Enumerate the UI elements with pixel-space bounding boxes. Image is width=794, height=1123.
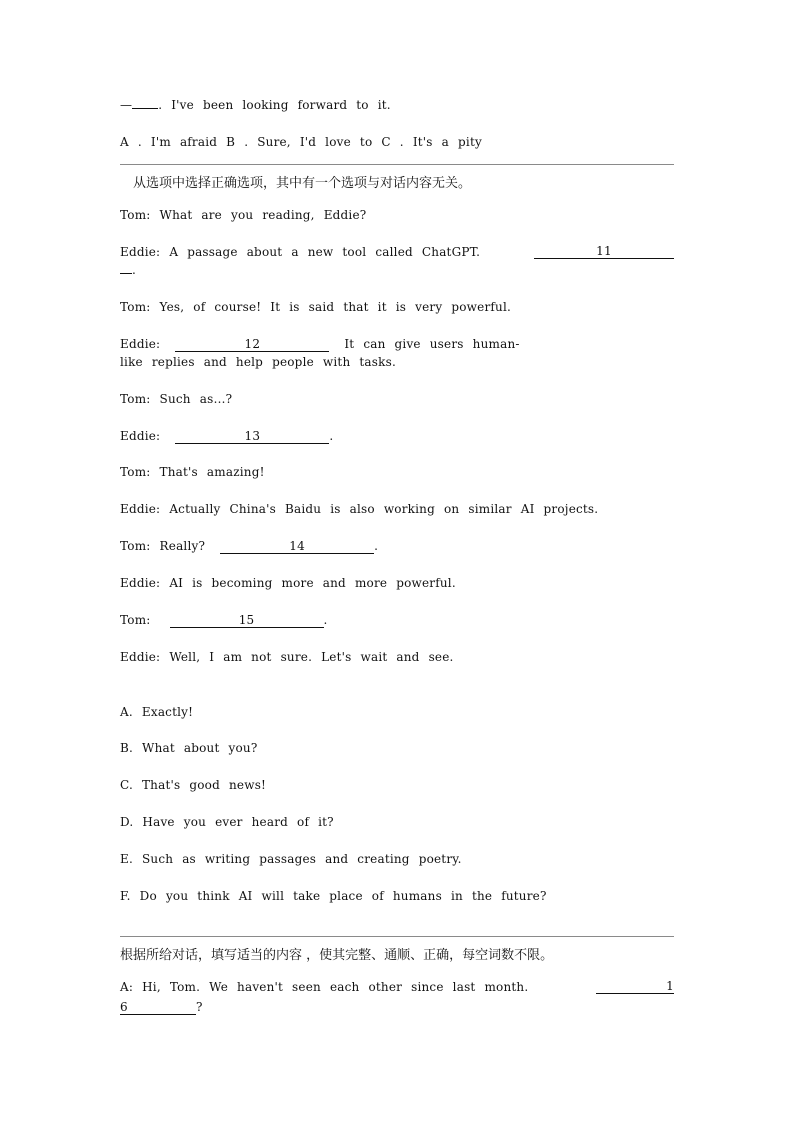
blank-11[interactable]	[534, 245, 674, 259]
dialogue-text: .	[323, 613, 328, 627]
dialogue-line: Eddie: AI is becoming more and more powerful.	[120, 576, 456, 590]
dash: —	[120, 98, 133, 112]
dialogue-line-cont	[120, 263, 674, 277]
dialogue-line: Tom: Yes, of course! It is said that it is very powerful.	[120, 300, 511, 314]
dialogue-text: ?	[196, 1000, 203, 1014]
blank-16[interactable]	[596, 980, 674, 994]
dialogue-text: Tom:	[120, 613, 151, 627]
blank-13[interactable]	[175, 430, 329, 444]
blank-15[interactable]	[170, 614, 324, 628]
option-f: F. Do you think AI will take place of humans in the future?	[120, 889, 547, 903]
section2-instruction: 根据所给对话，填写适当的内容 ，使其完整、通顺、正确，每空词数不限。	[120, 948, 554, 963]
dialogue-text: Eddie:	[120, 429, 161, 443]
section1-instruction: 从选项中选择正确选项，其中有一个选项与对话内容无关。	[133, 176, 472, 191]
blank-number: 15	[238, 613, 255, 627]
dialogue-line	[120, 429, 674, 444]
section-divider	[120, 164, 674, 165]
blank-number: 12	[244, 337, 261, 351]
option-b: B. What about you?	[120, 741, 258, 755]
dialogue-text: .	[329, 429, 334, 443]
option-c: C. That's good news!	[120, 778, 267, 792]
dialogue-text: Eddie: A passage about a new tool called ChatGPT.	[120, 245, 481, 259]
blank-11-continued[interactable]	[120, 273, 132, 274]
prev-question-line	[120, 98, 674, 112]
dialogue-line	[120, 539, 674, 554]
blank-16-continued[interactable]	[120, 1001, 196, 1015]
option-a: A. Exactly!	[120, 705, 194, 719]
dialogue-line: Tom: That's amazing!	[120, 465, 265, 479]
blank-12[interactable]	[175, 338, 329, 352]
blank-number: 13	[244, 429, 261, 443]
dialogue-line	[120, 980, 674, 994]
blank-number: 11	[596, 244, 612, 258]
dialogue-line	[120, 613, 674, 628]
option-d: D. Have you ever heard of it?	[120, 815, 334, 829]
dialogue-line: Tom: What are you reading, Eddie?	[120, 208, 367, 222]
dialogue-line-cont: like replies and help people with tasks.	[120, 355, 396, 369]
answer-blank[interactable]	[132, 108, 158, 109]
dialogue-line	[120, 245, 674, 259]
dialogue-text: .	[374, 539, 379, 553]
dialogue-text: .	[132, 263, 137, 277]
dialogue-line-cont	[120, 1000, 674, 1015]
blank-number: 6	[120, 1000, 128, 1014]
dialogue-text: Eddie:	[120, 337, 161, 351]
dialogue-line: Eddie: Well, I am not sure. Let's wait and see.	[120, 650, 454, 664]
dialogue-text: A: Hi, Tom. We haven't seen each other since last month.	[120, 980, 529, 994]
blank-number: 14	[289, 539, 305, 553]
dialogue-line: Eddie: Actually China's Baidu is also working on similar AI projects.	[120, 502, 599, 516]
prev-question-options: A . I'm afraid B . Sure, I'd love to C . It's a pity	[120, 135, 482, 149]
option-e: E. Such as writing passages and creating poetry.	[120, 852, 462, 866]
dialogue-text: It can give users human-	[344, 337, 520, 351]
blank-number: 1	[666, 979, 674, 993]
section-divider	[120, 936, 674, 937]
blank-14[interactable]	[220, 540, 374, 554]
dialogue-text: Tom: Really?	[120, 539, 206, 553]
prev-question-text: . I've been looking forward to it.	[158, 98, 391, 112]
dialogue-line: Tom: Such as…?	[120, 392, 233, 406]
dialogue-line	[120, 337, 674, 352]
